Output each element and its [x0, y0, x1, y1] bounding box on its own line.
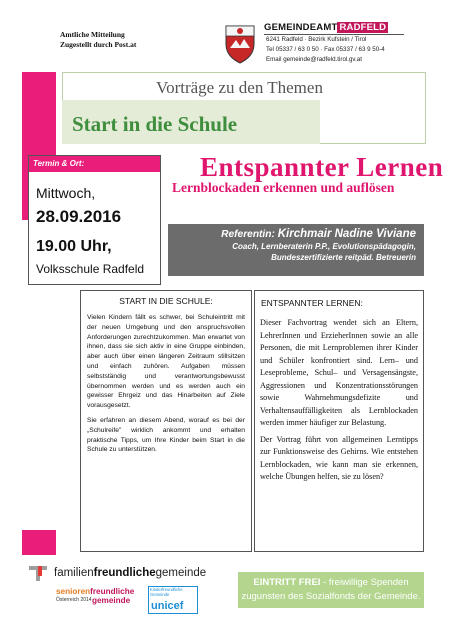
- relaxed-learning-box: [254, 290, 424, 552]
- main-title: Entspannter Lernen: [200, 152, 444, 182]
- unicef-wordmark: unicef: [151, 600, 184, 612]
- free-entry-banner: [238, 572, 424, 608]
- official-notice: [60, 30, 136, 50]
- family-suffix: gemeinde: [155, 567, 207, 579]
- senior-friendly-logo: [56, 587, 134, 614]
- office-name-highlight: RADFELD: [339, 22, 387, 33]
- speaker-role-2: Bundeszertifizierte reitpäd. Betreuerin: [271, 253, 416, 262]
- official-line-1: Amtliche Mitteilung: [60, 30, 125, 39]
- speaker-name: Kirchmair Nadine Viviane: [277, 228, 416, 240]
- start-school-title: START IN DIE SCHULE:: [119, 296, 213, 306]
- senior-word-2: freundliche: [90, 587, 135, 596]
- pink-accent-block-bottom: [22, 530, 56, 555]
- free-entry-rest: - freiwillige Spenden: [320, 577, 409, 588]
- start-school-paragraph-1: Vielen Kindern fällt es schwer, bei Schuleintritt mit der neuen Umgebung und den anspruchsvollen Anforderungen zurechtzukommen. Man erwartet von ihnen, dass sie sich aktiv in eine Gruppe einbinden, aber auch über einen längeren Zeitraum stillsitzen und einfach zuhören. Aufgaben müssen selbstständig und verantwortungsbewusst übernommen werden und es werden auch ein gewisser Ehrgeiz und das Hinarbeiten auf Ziele vorausgesetzt.: [87, 314, 245, 410]
- unicef-caption: Kinderfreundliche Gemeinde: [150, 587, 183, 597]
- speaker-name-line: [168, 228, 416, 241]
- office-divider: [264, 34, 404, 35]
- senior-small: Österreich 2014: [56, 597, 92, 603]
- speaker-role-1: Coach, Lernberaterin P.P., Evolutionspädagogin,: [232, 242, 416, 251]
- senior-word-1: senioren: [56, 587, 91, 596]
- family-friendly-logo-icon: [28, 562, 48, 582]
- event-time: 19.00 Uhr,: [36, 238, 112, 255]
- free-entry-line-2: zugunsten des Sozialfonds der Gemeinde.: [241, 591, 421, 602]
- office-name-prefix: GEMEINDEAMT: [264, 22, 338, 33]
- event-label: Termin & Ort:: [29, 156, 160, 172]
- start-school-paragraph-2: Sie erfahren an diesem Abend, worauf es bei der „Schulreife" wirklich ankommt und erhalten praktische Tipps, um Ihre Kinder beim Start in die Schule zu unterstützen.: [87, 416, 245, 454]
- event-date: 28.09.2016: [36, 207, 122, 226]
- speaker-prefix: Referentin:: [221, 229, 275, 240]
- relaxed-learning-title: ENTSPANNTER LERNEN:: [261, 298, 363, 308]
- free-entry-line-1: [238, 576, 424, 590]
- relaxed-learning-paragraph-1: Dieser Fachvortrag wendet sich an Eltern, LehrerInnen und ErzieherInnen sowie an alle Personen, die mit Lernproblemen ihrer Kinder und Schüler konfrontiert sind. Lern– und Leseprobleme, Schul– und Versagensängste, Aggressionen und Konzentrationsstörungen sowie Wahrnehmungsdefizite und Verhaltensauffälligkeiten als Lernblockaden werden immer häufiger zur Belastung.: [260, 318, 418, 427]
- series-topic: Start in die Schule: [72, 112, 238, 136]
- start-school-box: [80, 290, 252, 552]
- relaxed-learning-text: [260, 317, 418, 484]
- family-bold: freundliche: [93, 567, 156, 579]
- senior-word-3: gemeinde: [92, 596, 131, 605]
- coat-of-arms-icon: [224, 24, 256, 64]
- event-venue: Volksschule Radfeld: [36, 262, 145, 276]
- relaxed-learning-paragraph-2: Der Vortrag führt von allgemeinen Lerntipps zur Funktionsweise des Gehirns. Wie entstehen Lernblockaden, wie kann man sie erkennen, welche Übungen helfen, sie zu lösen?: [260, 434, 418, 481]
- office-name: [264, 22, 388, 33]
- office-phone: Tel 05337 / 63 0 50 · Fax 05337 / 63 9 50-4: [266, 46, 385, 53]
- event-weekday: Mittwoch,: [36, 185, 96, 201]
- series-heading: Vorträge zu den Themen: [156, 78, 323, 97]
- office-email: Email gemeinde@radfeld.tirol.gv.at: [266, 56, 362, 63]
- speaker-box: [168, 224, 424, 276]
- family-prefix: familien: [54, 567, 94, 579]
- official-line-2: Zugestellt durch Post.at: [60, 40, 137, 49]
- start-school-text: [87, 313, 245, 455]
- free-entry-strong: EINTRITT FREI: [253, 577, 321, 588]
- main-subtitle: Lernblockaden erkennen und auflösen: [172, 180, 395, 195]
- family-friendly-logo-text: [54, 567, 206, 579]
- office-address: 6241 Radfeld · Bezirk Kufstein / Tirol: [266, 36, 367, 43]
